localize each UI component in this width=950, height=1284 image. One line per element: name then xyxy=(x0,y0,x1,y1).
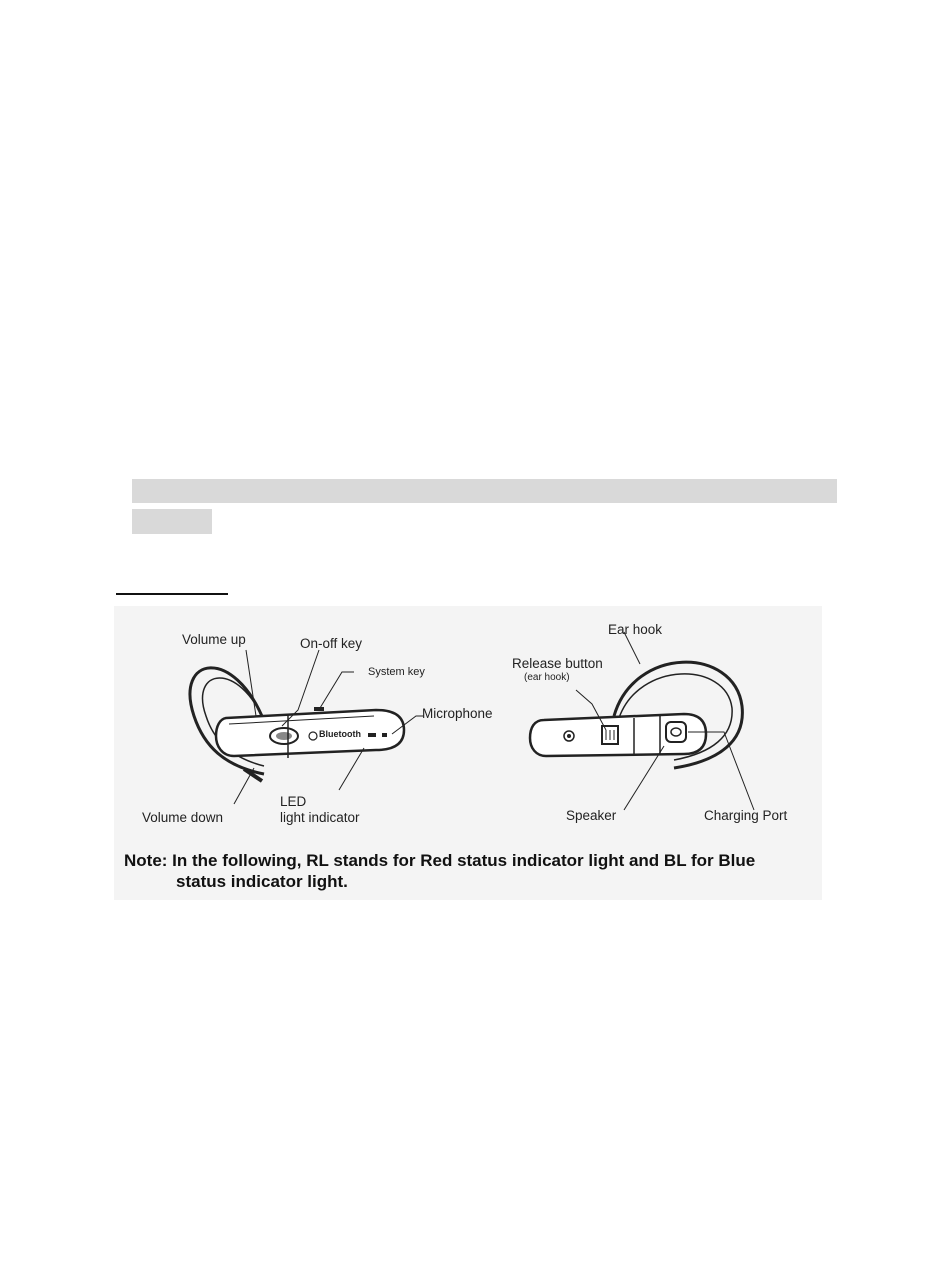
label-led: LED xyxy=(280,794,307,809)
figure-note xyxy=(124,850,814,892)
highlight-bar-1 xyxy=(132,479,837,503)
label-release-button: Release button xyxy=(512,656,603,671)
note-line-1: Note: In the following, RL stands for Red status indicator light and BL for Blue xyxy=(124,851,756,870)
label-release-button-sub: (ear hook) xyxy=(524,672,570,683)
note-line-2: status indicator light. xyxy=(176,872,348,891)
label-charging-port: Charging Port xyxy=(704,808,788,823)
headset-diagram xyxy=(114,606,822,900)
left-headset xyxy=(190,668,404,781)
highlight-bar-2 xyxy=(132,509,212,534)
label-bluetooth-logo: Bluetooth xyxy=(319,729,361,739)
label-volume-up: Volume up xyxy=(182,632,246,647)
label-volume-down: Volume down xyxy=(142,810,224,825)
section-heading-underline xyxy=(116,593,228,595)
label-on-off-key: On-off key xyxy=(300,636,363,651)
label-led-light-indicator: light indicator xyxy=(280,810,360,825)
charging-port-shape xyxy=(666,722,686,742)
label-ear-hook: Ear hook xyxy=(608,622,663,637)
label-system-key: System key xyxy=(368,666,425,678)
label-speaker: Speaker xyxy=(566,808,617,823)
label-microphone: Microphone xyxy=(422,706,493,721)
